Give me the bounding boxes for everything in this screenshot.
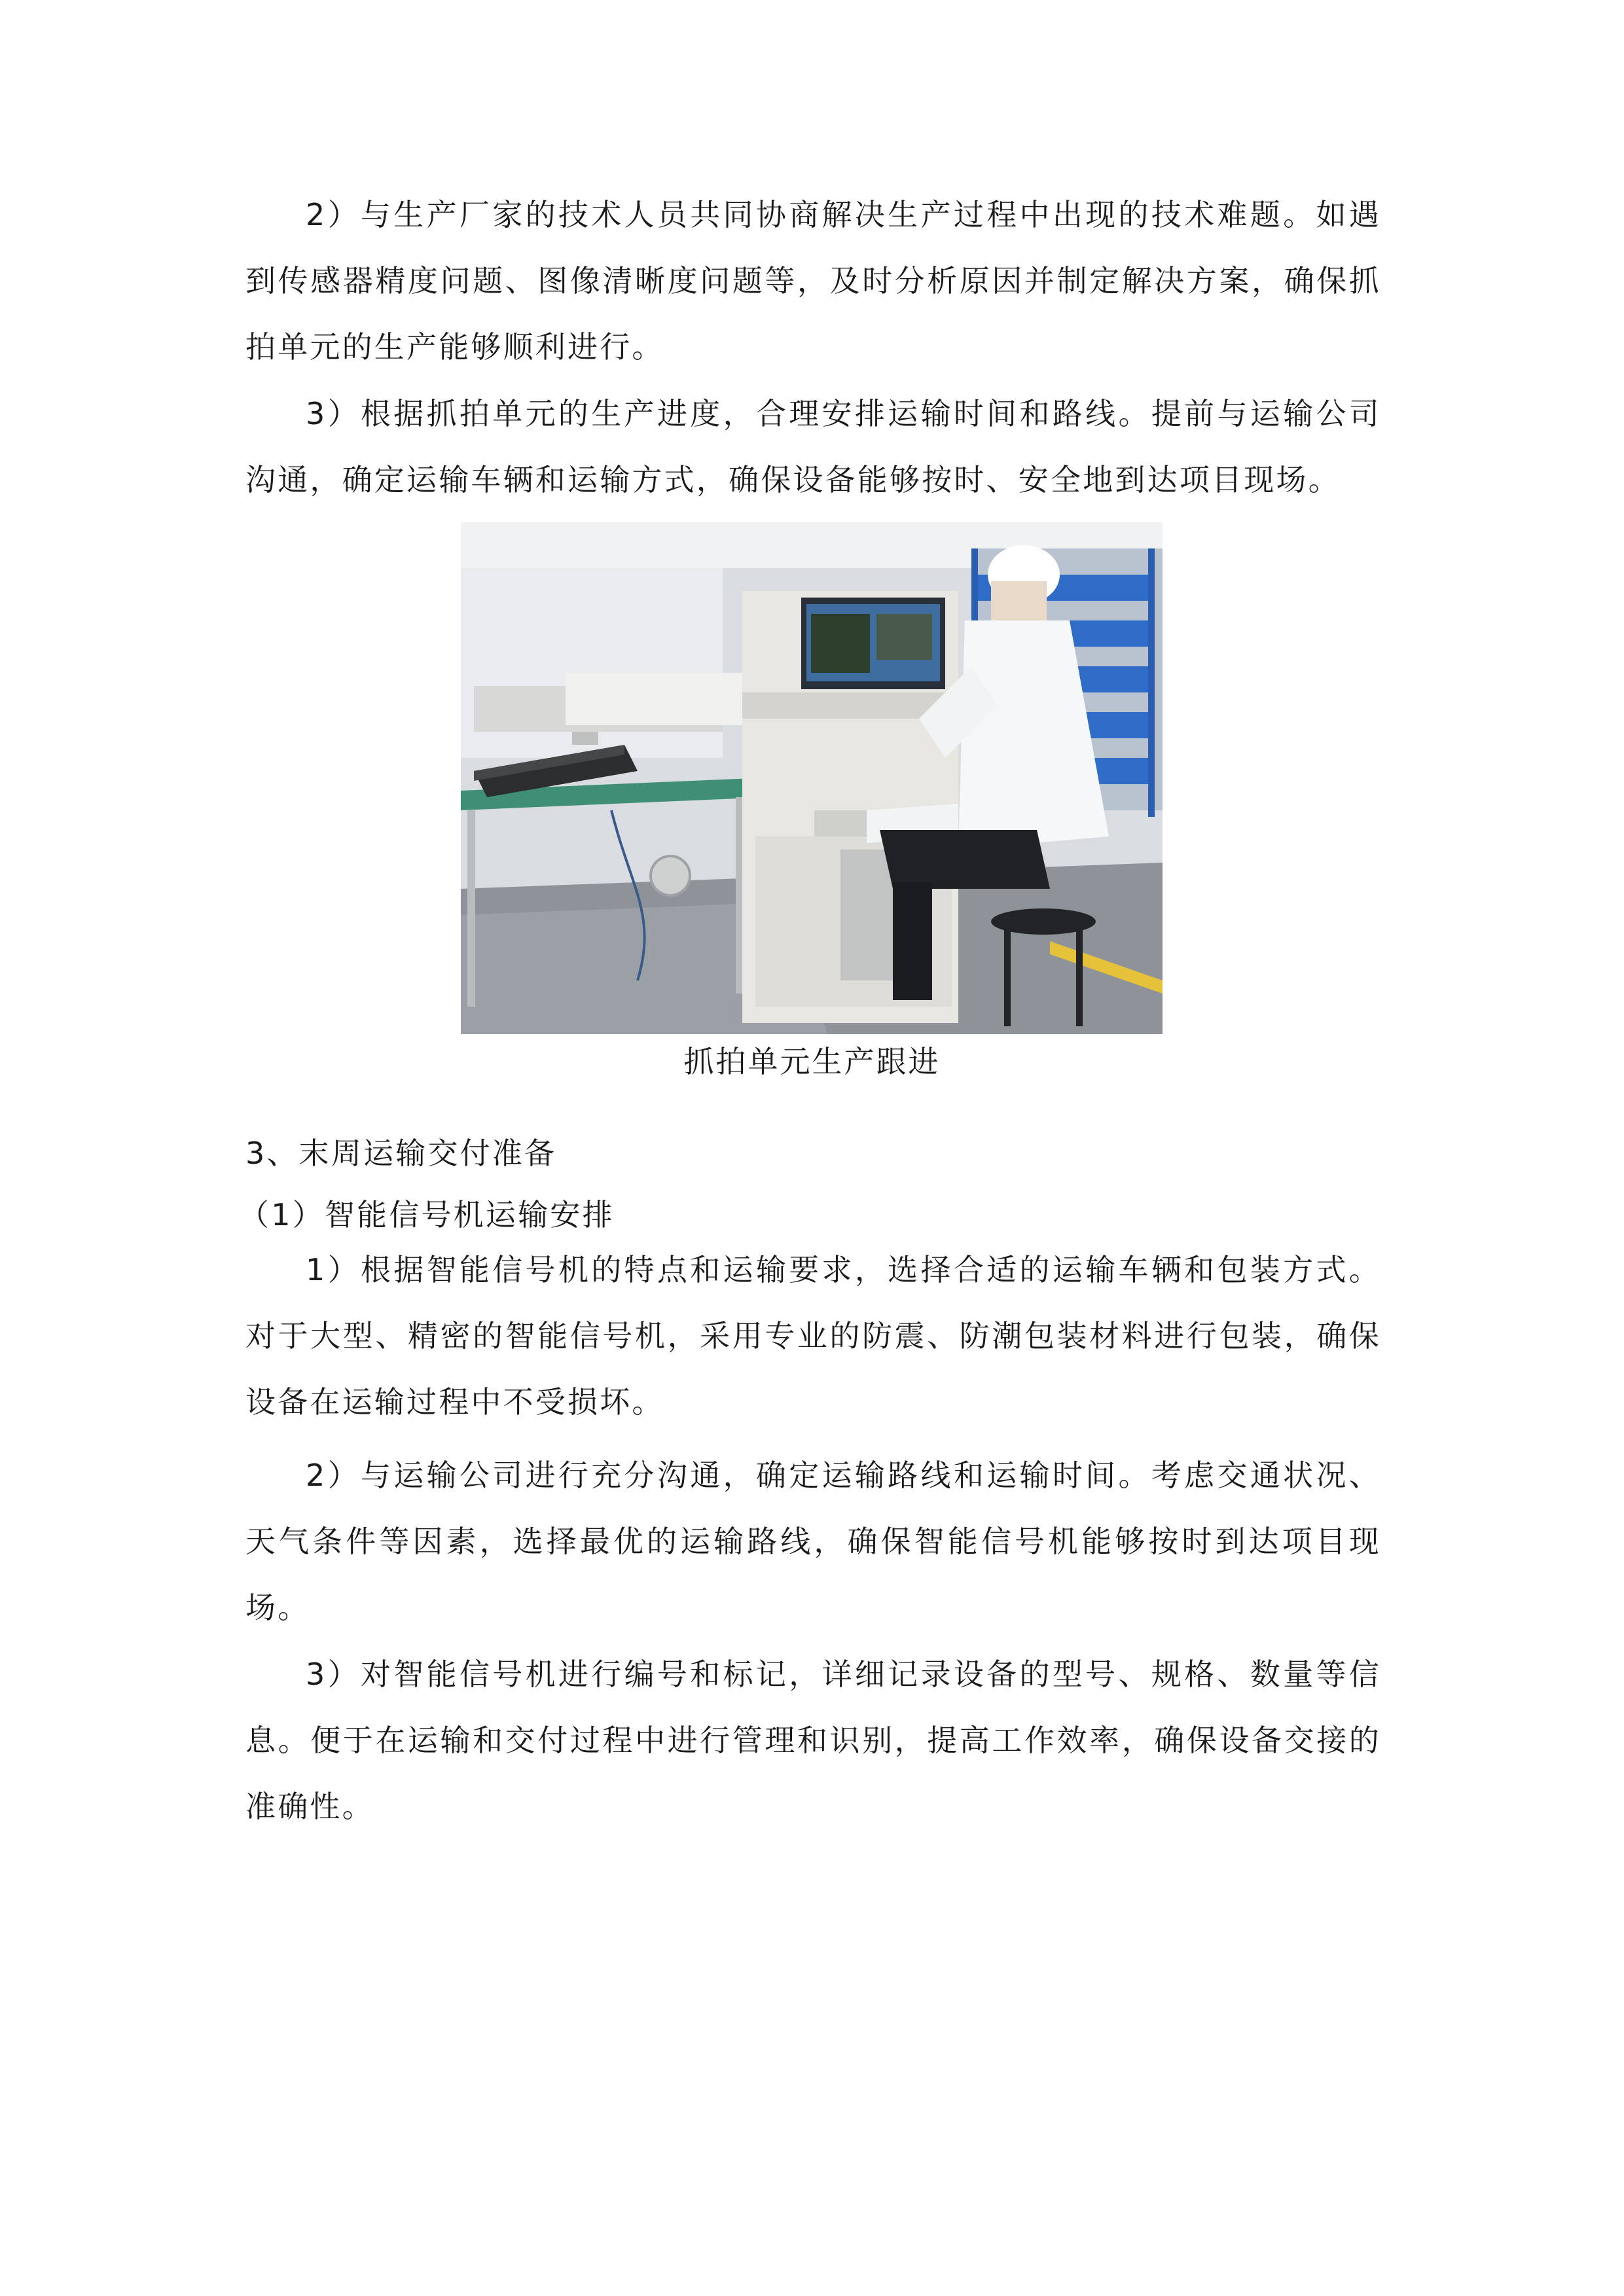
figure-caption: 抓拍单元生产跟进 (683, 1044, 941, 1079)
production-photo (461, 522, 1163, 1034)
section-subheading: （1）智能信号机运输安排 (239, 1197, 615, 1232)
list-item: 2）与运输公司进行充分沟通，确定运输路线和运输时间。考虑交通状况、天气条件等因素，选择最优的运输路线，确保智能信号机能够按时到达项目现场。 (245, 1458, 1381, 1625)
list-item: 1）根据智能信号机的特点和运输要求，选择合适的运输车辆和包装方式。对于大型、精密的智能信号机，采用专业的防震、防潮包装材料进行包装，确保设备在运输过程中不受损坏。 (245, 1252, 1381, 1420)
paragraph-3: 3）根据抓拍单元的生产进度，合理安排运输时间和路线。提前与运输公司沟通，确定运输车辆和运输方式，确保设备能够按时、安全地到达项目现场。 (245, 396, 1381, 497)
paragraph-2: 2）与生产厂家的技术人员共同协商解决生产过程中出现的技术难题。如遇到传感器精度问题、图像清晰度问题等，及时分析原因并制定解决方案，确保抓拍单元的生产能够顺利进行。 (245, 197, 1381, 365)
production-photo-illustration (461, 522, 1163, 1034)
section-heading: 3、末周运输交付准备 (245, 1136, 557, 1171)
list-item: 3）对智能信号机进行编号和标记，详细记录设备的型号、规格、数量等信息。便于在运输和交付过程中进行管理和识别，提高工作效率，确保设备交接的准确性。 (245, 1657, 1381, 1824)
